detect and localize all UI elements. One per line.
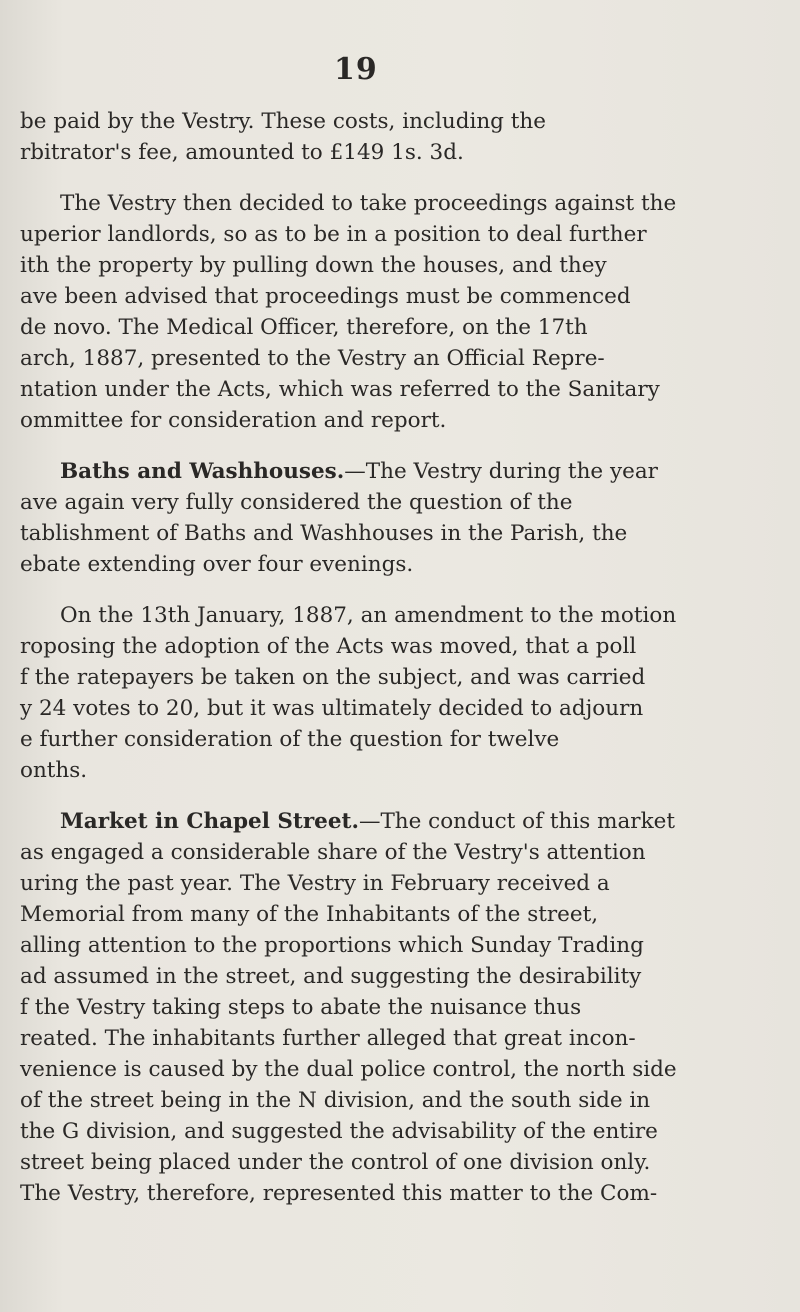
text-line: tablishment of Baths and Washhouses in the Parish, the [20,521,628,546]
text-line: y 24 votes to 20, but it was ultimately decided to adjourn [20,696,644,721]
page-number: 19 [334,52,378,87]
text-line: ommittee for consideration and report. [20,408,447,433]
text-line [20,806,740,837]
text-line: venience is caused by the dual police control, the north side [20,1057,677,1082]
text-line: Memorial from many of the Inhabitants of the street, [20,902,599,927]
text-line: onths. [20,758,88,783]
section-heading: Baths and Washhouses. [60,459,345,484]
text-line: ave been advised that proceedings must be commenced [20,284,631,309]
paragraph-baths-washhouses [20,456,740,580]
text-line: the G division, and suggested the advisability of the entire [20,1119,658,1144]
text-line: ntation under the Acts, which was referred to the Sanitary [20,377,660,402]
text-line: The Vestry then decided to take proceedings against the [60,191,677,216]
text-line: de novo. The Medical Officer, therefore, on the 17th [20,315,588,340]
text-line: uperior landlords, so as to be in a position to deal further [20,222,647,247]
text-line: ad assumed in the street, and suggesting the desirability [20,964,642,989]
text-line: arch, 1887, presented to the Vestry an Official Repre- [20,346,605,371]
text-line-rest: —The Vestry during the year [344,459,658,484]
text-line: roposing the adoption of the Acts was moved, that a poll [20,634,637,659]
text-line: ebate extending over four evenings. [20,552,414,577]
paragraph-amendment [20,600,740,786]
text-line: e further consideration of the question for twelve [20,727,560,752]
body-text [20,106,740,1229]
text-line: f the ratepayers be taken on the subject, and was carried [20,665,646,690]
text-line-rest: —The conduct of this market [358,809,675,834]
text-line: reated. The inhabitants further alleged that great incon- [20,1026,636,1051]
text-line: f the Vestry taking steps to abate the nuisance thus [20,995,582,1020]
paragraph-superior-landlords [20,188,740,436]
section-heading: Market in Chapel Street. [60,809,359,834]
text-line: ave again very fully considered the question of the [20,490,573,515]
text-line: ith the property by pulling down the houses, and they [20,253,607,278]
text-line: The Vestry, therefore, represented this matter to the Com- [20,1181,658,1206]
text-line: On the 13th January, 1887, an amendment to the motion [60,603,677,628]
text-line: be paid by the Vestry. These costs, including the [20,109,546,134]
text-line: street being placed under the control of one division only. [20,1150,651,1175]
text-line: rbitrator's fee, amounted to £149 1s. 3d. [20,140,464,165]
paragraph-chapel-street [20,806,740,1209]
text-line: alling attention to the proportions which Sunday Trading [20,933,644,958]
text-line: uring the past year. The Vestry in February received a [20,871,610,896]
text-line [20,456,740,487]
paragraph-arbitrator-costs [20,106,740,168]
text-line: as engaged a considerable share of the Vestry's attention [20,840,646,865]
text-line: of the street being in the N division, and the south side in [20,1088,651,1113]
